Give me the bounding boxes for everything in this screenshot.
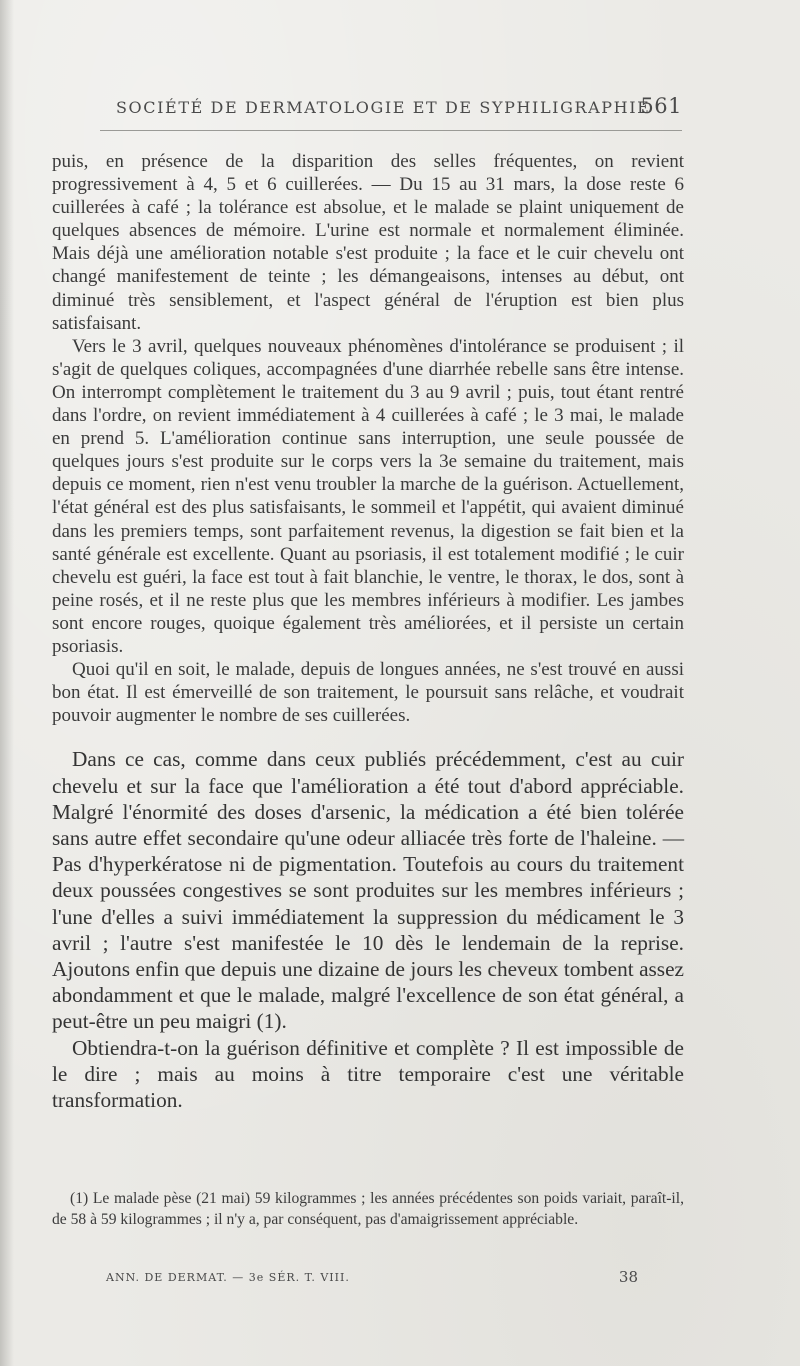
page-number: 561 [640, 94, 682, 118]
running-head: SOCIÉTÉ DE DERMATOLOGIE ET DE SYPHILIGRAPHIE [116, 98, 651, 117]
paragraph: Obtiendra-t-on la guérison définitive et complète ? Il est impossible de le dire ; mais au moins à titre temporaire c'est une véritable transformation. [52, 1035, 684, 1112]
body-text [52, 150, 684, 1113]
page-edge-shadow [0, 0, 14, 1366]
header-rule [100, 130, 682, 131]
signature-line [106, 1268, 638, 1288]
footnote: (1) Le malade pèse (21 mai) 59 kilogrammes ; les années précédentes son poids variait, paraît-il, de 58 à 59 kilogrammes ; il n'y a, par conséquent, pas d'amaigrissement appréciable. [52, 1190, 684, 1228]
signature-number: 38 [618, 1268, 638, 1286]
journal-signature: ANN. DE DERMAT. — 3e SÉR. T. VIII. [106, 1271, 350, 1284]
page-header [116, 94, 682, 124]
paragraph: Quoi qu'il en soit, le malade, depuis de longues années, ne s'est trouvé en aussi bon état. Il est émerveillé de son traitement, le poursuit sans relâche, et voudrait pouvoir augmenter le nombre de ses cuillerées. [52, 659, 684, 727]
paragraph: Vers le 3 avril, quelques nouveaux phénomènes d'intolérance se produisent ; il s'agit de quelques coliques, accompagnées d'une diarrhée rebelle sans être intense. On interrompt complètement le traitement du 3 au 9 avril ; puis, tout étant rentré dans l'ordre, on revient immédiatement à 4 cuillerées à café ; le 3 mai, le malade en prend 5. L'amélioration continue sans interruption, une seule poussée de quelques jours s'est produite sur le corps vers la 3e semaine du traitement, mais depuis ce moment, rien n'est venu troubler la marche de la guérison. Actuellement, l'état général est des plus satisfaisants, le sommeil et l'appétit, qui avaient diminué dans les premiers temps, sont parfaitement revenus, la digestion se fait bien et la santé générale est excellente. Quant au psoriasis, il est totalement modifié ; le cuir chevelu est guéri, la face est tout à fait blanchie, le ventre, le thorax, le dos, sont à peine rosés, et il ne reste plus que les membres inférieurs à modifier. Les jambes sont encore rouges, quoique également très améliorées, et il persiste un certain psoriasis. [52, 335, 684, 657]
case-report-section [52, 150, 684, 727]
commentary-section [52, 746, 684, 1113]
paragraph: Dans ce cas, comme dans ceux publiés précédemment, c'est au cuir chevelu et sur la face que l'amélioration a été tout d'abord appréciable. Malgré l'énormité des doses d'arsenic, la médication a été bien tolérée sans autre effet secondaire qu'une odeur alliacée très forte de l'haleine. — Pas d'hyperkératose ni de pigmentation. Toutefois au cours du traitement deux poussées congestives se sont produites sur les membres inférieurs ; l'une d'elles a suivi immédiatement la suppression du médicament le 3 avril ; l'autre s'est manifestée le 10 dès le lendemain de la reprise. Ajoutons enfin que depuis une dizaine de jours les cheveux tombent assez abondamment et que le malade, malgré l'excellence de son état général, a peut-être un peu maigri (1). [52, 747, 684, 1034]
paragraph: puis, en présence de la disparition des selles fréquentes, on revient progressivement à 4, 5 et 6 cuillerées. — Du 15 au 31 mars, la dose reste 6 cuillerées à café ; la tolérance est absolue, et le malade se plaint uniquement de quelques absences de mémoire. L'urine est normale et normalement éliminée. Mais déjà une amélioration notable s'est produite ; la face et le cuir chevelu ont changé manifestement de teinte ; les démangeaisons, intenses au début, ont diminué très sensiblement, et l'aspect général de l'éruption est bien plus satisfaisant. [52, 151, 684, 334]
